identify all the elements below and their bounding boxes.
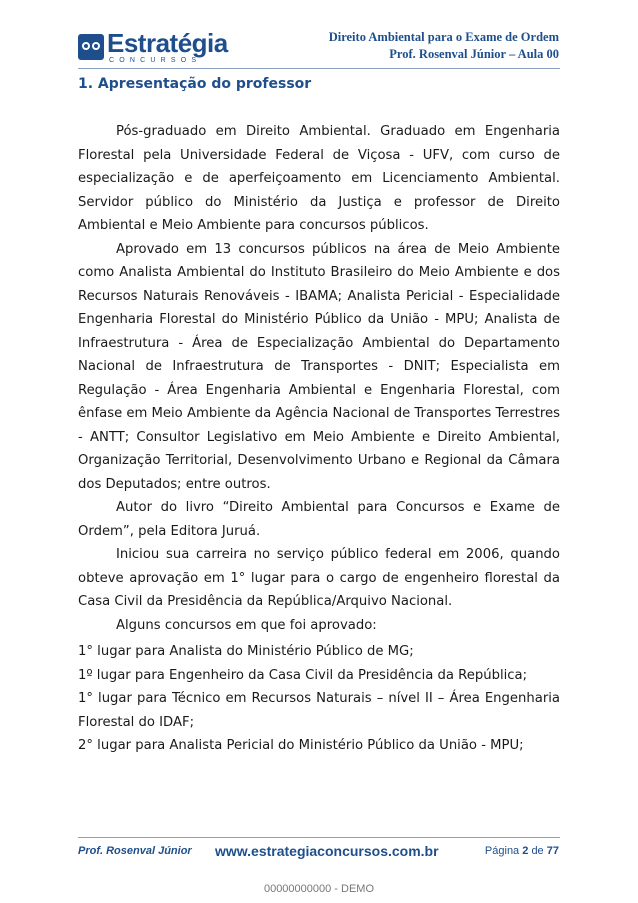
biography-paragraphs xyxy=(78,120,560,637)
page-current: 2 xyxy=(522,845,529,857)
paragraph: Iniciou sua carreira no serviço público federal em 2006, quando obteve aprovação em 1° lugar para o cargo de engenheiro florestal da Casa Civil da Presidência da República/Arquivo Nacional. xyxy=(78,547,560,609)
document-header xyxy=(329,29,559,63)
paragraph: Aprovado em 13 concursos públicos na área de Meio Ambiente como Analista Ambiental do Instituto Brasileiro do Meio Ambiente e dos Recursos Naturais Renováveis - IBAMA; Analista Pericial - Especialidade Engenharia Florestal do Ministério Público da União - MPU; Analista de Infraestrutura - Área de Especialização Ambiental do Departamento Nacional de Infraestrutura de Transportes - DNIT; Especialista em Regulação - Área Engenharia Ambiental e Engenharia Florestal, com ênfase em Meio Ambiente da Agência Nacional de Transportes Terrestres - ANTT; Consultor Legislativo em Meio Ambiente e Direito Ambiental, Organização Territorial, Desenvolvimento Urbano e Regional da Câmara dos Deputados; entre outros. xyxy=(78,241,560,492)
paragraph: Autor do livro “Direito Ambiental para Concursos e Exame de Ordem”, pela Editora Juruá. xyxy=(78,500,560,539)
section-title: 1. Apresentação do professor xyxy=(78,76,312,92)
paragraph: Pós-graduado em Direito Ambiental. Graduado em Engenharia Florestal pela Universidade Federal de Viçosa - UFV, com curso de especialização e de aperfeiçoamento em Licenciamento Ambiental. Servidor público do Ministério da Justiça e professor de Direito Ambiental e Meio Ambiente para concursos públicos. xyxy=(78,124,560,233)
owl-logo-icon xyxy=(78,34,104,60)
list-item: 1° lugar para Técnico em Recursos Naturais – nível II – Área Engenharia Florestal do IDAF; xyxy=(78,691,560,730)
page-total: 77 xyxy=(546,845,559,857)
footer-divider xyxy=(78,837,560,838)
course-title: Direito Ambiental para o Exame de Ordem xyxy=(328,30,559,44)
lesson-info: Prof. Rosenval Júnior – Aula 00 xyxy=(389,47,559,61)
list-item: 2° lugar para Analista Pericial do Ministério Público da União - MPU; xyxy=(78,738,524,753)
page-number xyxy=(485,845,559,857)
demo-watermark: 00000000000 - DEMO xyxy=(263,883,375,895)
brand-subtitle: CONCURSOS xyxy=(109,57,202,64)
brand-logo xyxy=(78,30,228,64)
page-word: Página xyxy=(484,845,520,857)
footer-author: Prof. Rosenval Júnior xyxy=(78,845,192,857)
approvals-list xyxy=(78,640,560,758)
page-separator: de xyxy=(531,845,544,857)
brand-name: Estratégia xyxy=(107,28,228,58)
footer-url-link[interactable]: www.estrategiaconcursos.com.br xyxy=(215,843,439,859)
header-divider xyxy=(78,68,560,69)
list-item: 1° lugar para Analista do Ministério Público de MG; xyxy=(78,644,414,659)
list-item: 1º lugar para Engenheiro da Casa Civil da Presidência da República; xyxy=(78,667,528,683)
paragraph: Alguns concursos em que foi aprovado: xyxy=(116,617,377,633)
